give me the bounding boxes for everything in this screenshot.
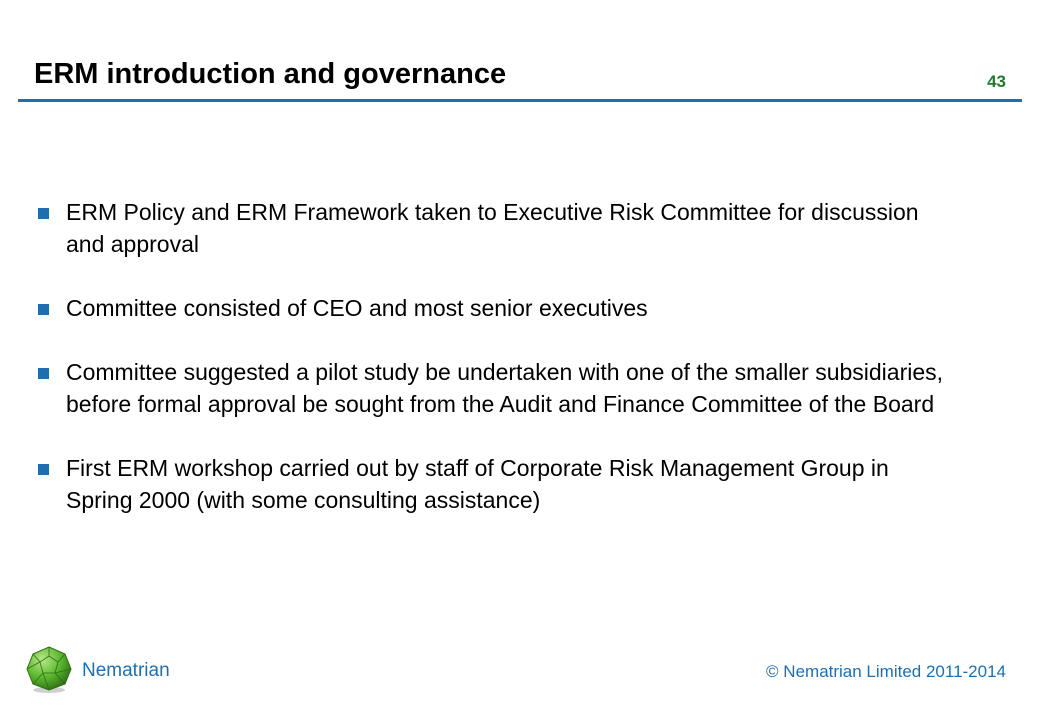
square-bullet-icon xyxy=(38,208,49,219)
bullet-item xyxy=(36,452,956,516)
nematrian-polyhedron-logo-icon xyxy=(24,644,74,694)
square-bullet-icon xyxy=(38,368,49,379)
square-bullet-icon xyxy=(38,304,49,315)
footer-brand: Nematrian xyxy=(82,660,170,681)
bullet-text: Committee consisted of CEO and most senior executives xyxy=(66,295,648,321)
bullet-text: Committee suggested a pilot study be undertaken with one of the smaller subsidiaries, before formal approval be sought from the Audit and Finance Committee of the Board xyxy=(66,359,944,417)
bullet-text: First ERM workshop carried out by staff of Corporate Risk Management Group in Spring 2000 (with some consulting assistance) xyxy=(66,455,889,513)
bullet-item xyxy=(36,356,956,420)
bullet-list xyxy=(36,196,956,548)
slide-number: 43 xyxy=(987,72,1006,91)
bullet-item xyxy=(36,292,956,324)
slide-title: ERM introduction and governance xyxy=(34,58,507,90)
title-divider xyxy=(18,99,1022,102)
footer-copyright: © Nematrian Limited 2011-2014 xyxy=(766,662,1006,681)
bullet-item xyxy=(36,196,956,260)
square-bullet-icon xyxy=(38,464,49,475)
bullet-text: ERM Policy and ERM Framework taken to Executive Risk Committee for discussion and approval xyxy=(66,199,919,257)
